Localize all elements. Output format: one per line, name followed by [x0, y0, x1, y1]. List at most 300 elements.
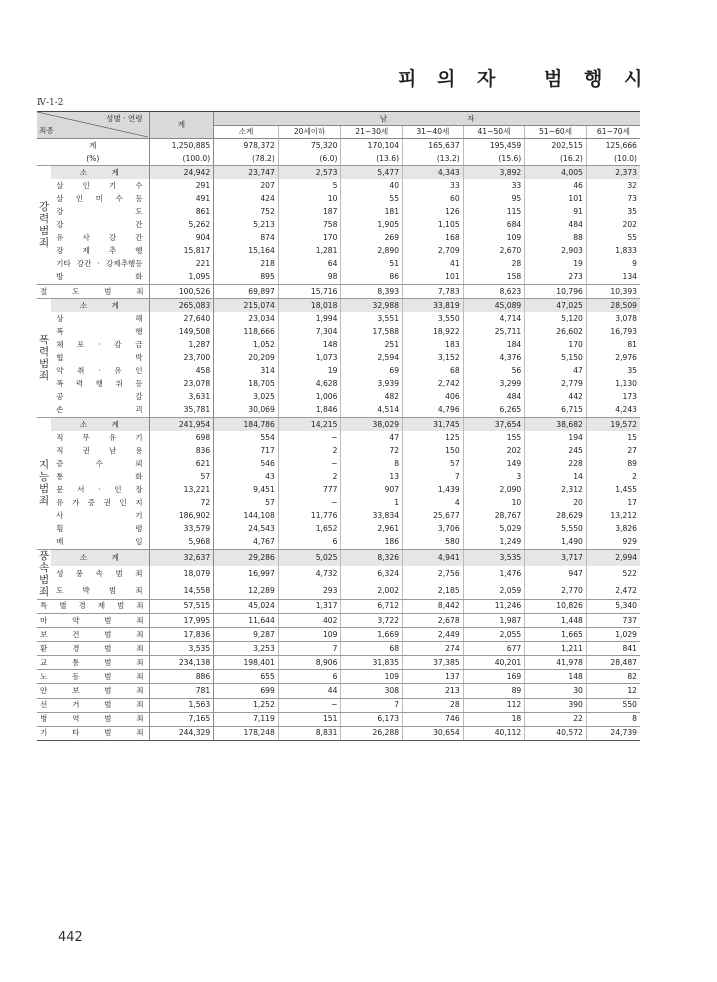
row-label: 기타 강간 · 강제추행등: [56, 259, 143, 269]
cell: 947: [525, 566, 587, 582]
cell: 4: [403, 497, 464, 510]
cell: 1,130: [586, 378, 640, 391]
cell: 69,897: [214, 285, 279, 299]
cell: 101: [525, 192, 587, 205]
title-char: 의: [437, 68, 457, 90]
row-label: 선 거 범 죄: [37, 698, 149, 712]
cell: 181: [341, 205, 403, 218]
cell: 758: [278, 219, 341, 232]
cell: 6,715: [525, 404, 587, 418]
row-label: 유 사 강 간: [56, 233, 143, 243]
row-label: 사 기: [56, 511, 143, 521]
row-label: 폭 력 행 위 등: [56, 379, 143, 389]
cell: 40,201: [463, 656, 525, 670]
cell: 38,682: [525, 417, 587, 431]
table-row: [37, 431, 640, 444]
corner-top-label: 성별 · 연령: [106, 114, 143, 123]
row-label: 폭 행: [56, 326, 143, 336]
cell: 16,793: [586, 325, 640, 338]
cell: 273: [525, 271, 587, 285]
cell: 7: [278, 642, 341, 656]
cell: 5,477: [341, 166, 403, 180]
table-row: [37, 404, 640, 418]
title-char: 범: [544, 68, 564, 90]
cell: 134: [586, 271, 640, 285]
cell: 2,055: [463, 628, 525, 642]
cell: 27,640: [149, 312, 214, 325]
cell: −: [278, 698, 341, 712]
cell: 308: [341, 684, 403, 698]
cell: (78.2): [214, 152, 279, 166]
cell: 442: [525, 391, 587, 404]
cell: 19: [525, 258, 587, 271]
table-row: [37, 726, 640, 740]
cell: 3,025: [214, 391, 279, 404]
cell: 3,535: [463, 549, 525, 566]
cell: 184: [463, 338, 525, 351]
cell: 11,644: [214, 614, 279, 628]
page-title: [398, 64, 646, 90]
cell: 32,988: [341, 299, 403, 313]
subtotal-row: [37, 299, 640, 313]
table-row: [37, 523, 640, 536]
cell: 89: [586, 457, 640, 470]
cell: 8,326: [341, 549, 403, 566]
cell: 125,666: [586, 139, 640, 153]
header-corner: [37, 112, 149, 139]
percent-label: (%): [37, 152, 149, 166]
cell: 2,890: [341, 245, 403, 258]
table-row: [37, 352, 640, 365]
cell: (15.6): [463, 152, 525, 166]
cell: 293: [278, 583, 341, 600]
cell: 836: [149, 444, 214, 457]
cell: 17: [586, 497, 640, 510]
cell: 4,376: [463, 352, 525, 365]
row-label: 강 제 추 행: [56, 246, 143, 256]
cell: 907: [341, 483, 403, 496]
cell: 187: [278, 205, 341, 218]
row-label: 보 건 범 죄: [37, 628, 149, 642]
cell: 20,209: [214, 352, 279, 365]
cell: 137: [403, 670, 464, 684]
cell: 194: [525, 431, 587, 444]
cell: 28,767: [463, 510, 525, 523]
cell: 32,637: [149, 549, 214, 566]
cell: 24,739: [586, 726, 640, 740]
cell: 2,002: [341, 583, 403, 600]
cell: (13.6): [341, 152, 403, 166]
cell: 170: [525, 338, 587, 351]
cell: 9,451: [214, 483, 279, 496]
cell: 655: [214, 670, 279, 684]
cell: 6,173: [341, 712, 403, 726]
cell: 3,826: [586, 523, 640, 536]
cell: 1,987: [463, 614, 525, 628]
cell: 1,476: [463, 566, 525, 582]
cell: 178,248: [214, 726, 279, 740]
cell: 81: [586, 338, 640, 351]
cell: 26,602: [525, 325, 587, 338]
cell: 82: [586, 670, 640, 684]
cell: 18,018: [278, 299, 341, 313]
cell: 149,508: [149, 325, 214, 338]
cell: 3: [463, 470, 525, 483]
cell: 20: [525, 497, 587, 510]
cell: 150: [403, 444, 464, 457]
cell: 245: [525, 444, 587, 457]
cell: 424: [214, 192, 279, 205]
cell: 28: [463, 258, 525, 271]
cell: 1,287: [149, 338, 214, 351]
row-label: 약 취 · 유 인: [56, 366, 143, 376]
header-total: 계: [149, 112, 214, 139]
cell: 19: [278, 365, 341, 378]
table-body: [37, 139, 640, 741]
cell: 17,995: [149, 614, 214, 628]
cell: 1,490: [525, 536, 587, 550]
cell: 5,120: [525, 312, 587, 325]
cell: 737: [586, 614, 640, 628]
cell: 173: [586, 391, 640, 404]
cell: 98: [278, 271, 341, 285]
cell: 5,029: [463, 523, 525, 536]
cell: 699: [214, 684, 279, 698]
cell: 47: [341, 431, 403, 444]
cell: 33,834: [341, 510, 403, 523]
cell: −: [278, 431, 341, 444]
cell: 3,939: [341, 378, 403, 391]
cell: 30,654: [403, 726, 464, 740]
cell: 550: [586, 698, 640, 712]
cell: 1,563: [149, 698, 214, 712]
cell: 314: [214, 365, 279, 378]
cell: 6,324: [341, 566, 403, 582]
cell: 89: [463, 684, 525, 698]
cell: 215,074: [214, 299, 279, 313]
cell: 1,249: [463, 536, 525, 550]
cell: 16,997: [214, 566, 279, 582]
table-row: [37, 205, 640, 218]
cell: 41,978: [525, 656, 587, 670]
cell: 4,628: [278, 378, 341, 391]
cell: 18,705: [214, 378, 279, 391]
cell: 522: [586, 566, 640, 582]
cell: 5,968: [149, 536, 214, 550]
cell: 88: [525, 232, 587, 245]
cell: 151: [278, 712, 341, 726]
cell: 5,262: [149, 219, 214, 232]
cell: 155: [463, 431, 525, 444]
row-label: 환 경 범 죄: [37, 642, 149, 656]
cell: 265,083: [149, 299, 214, 313]
cell: 491: [149, 192, 214, 205]
cell: 4,514: [341, 404, 403, 418]
header-male: [214, 112, 640, 126]
cell: 6: [278, 670, 341, 684]
table-row: [37, 599, 640, 613]
table-row: [37, 179, 640, 192]
cell: 109: [278, 628, 341, 642]
total-label: 계: [89, 140, 97, 150]
table-row: [37, 378, 640, 391]
table-row: [37, 470, 640, 483]
table-row: [37, 365, 640, 378]
cell: 10,393: [586, 285, 640, 299]
cell: 3,152: [403, 352, 464, 365]
row-label: 손 괴: [51, 404, 149, 418]
row-label: 직 권 남 용: [56, 445, 143, 455]
cell: 777: [278, 483, 341, 496]
cell: 2,090: [463, 483, 525, 496]
cell: 13: [341, 470, 403, 483]
cell: 25,677: [403, 510, 464, 523]
cell: 684: [463, 219, 525, 232]
cell: 2,449: [403, 628, 464, 642]
cell: 4,732: [278, 566, 341, 582]
cell: 72: [341, 444, 403, 457]
cell: 580: [403, 536, 464, 550]
cell: 8: [341, 457, 403, 470]
cell: −: [278, 497, 341, 510]
cell: 2,709: [403, 245, 464, 258]
cell: 19,572: [586, 417, 640, 431]
cell: 170,104: [341, 139, 403, 153]
cell: 4,243: [586, 404, 640, 418]
cell: 13,221: [149, 483, 214, 496]
cell: 621: [149, 457, 214, 470]
cell: 7,119: [214, 712, 279, 726]
cell: 22: [525, 712, 587, 726]
cell: 86: [341, 271, 403, 285]
cell: 874: [214, 232, 279, 245]
row-label: 도 박 범 죄: [51, 583, 149, 600]
cell: 11,246: [463, 599, 525, 613]
group-label-text: 강력범죄: [38, 200, 50, 249]
cell: 861: [149, 205, 214, 218]
cell: 202: [463, 444, 525, 457]
cell: 2,994: [586, 549, 640, 566]
cell: 15,716: [278, 285, 341, 299]
percent-row: [37, 152, 640, 166]
cell: 9: [586, 258, 640, 271]
cell: 2: [278, 470, 341, 483]
cell: 68: [341, 642, 403, 656]
header-col: 61~70세: [586, 126, 640, 139]
row-label: 소 계: [51, 299, 149, 313]
cell: 234,138: [149, 656, 214, 670]
cell: 15,817: [149, 245, 214, 258]
cell: 41: [403, 258, 464, 271]
row-label: 통 화: [56, 471, 143, 481]
cell: 57: [403, 457, 464, 470]
cell: 57: [149, 470, 214, 483]
cell: 406: [403, 391, 464, 404]
cell: 1,846: [278, 404, 341, 418]
cell: 1,073: [278, 352, 341, 365]
page-number: 442: [58, 930, 83, 945]
cell: 57,515: [149, 599, 214, 613]
cell: 30: [525, 684, 587, 698]
row-label: 횡 령: [56, 524, 143, 534]
cell: 2,779: [525, 378, 587, 391]
group-label-text: 지능범죄: [38, 458, 50, 507]
cell: 15,164: [214, 245, 279, 258]
cell: 7,165: [149, 712, 214, 726]
row-label: 배 임: [51, 536, 149, 550]
row-label: 절 도 범 죄: [37, 285, 149, 299]
cell: 8: [586, 712, 640, 726]
cell: 841: [586, 642, 640, 656]
group-label: [37, 299, 51, 418]
cell: 1,105: [403, 219, 464, 232]
table-row: [37, 566, 640, 582]
cell: 3,535: [149, 642, 214, 656]
row-label: 직 무 유 기: [56, 432, 143, 442]
cell: 3,722: [341, 614, 403, 628]
table-row: [37, 457, 640, 470]
cell: 1,669: [341, 628, 403, 642]
cell: 198,401: [214, 656, 279, 670]
cell: 46: [525, 179, 587, 192]
cell: 5: [278, 179, 341, 192]
cell: 1,281: [278, 245, 341, 258]
subtotal-row: [37, 549, 640, 566]
cell: 3,631: [149, 391, 214, 404]
cell: 781: [149, 684, 214, 698]
cell: 546: [214, 457, 279, 470]
cell: 57: [214, 497, 279, 510]
row-label: 공 갈: [56, 392, 143, 402]
cell: 390: [525, 698, 587, 712]
cell: 73: [586, 192, 640, 205]
cell: 10,796: [525, 285, 587, 299]
cell: 482: [341, 391, 403, 404]
cell: 29,286: [214, 549, 279, 566]
table-row: [37, 219, 640, 232]
row-label: 유 가 증 권 인 지: [56, 498, 143, 508]
cell: 402: [278, 614, 341, 628]
row-label: 문 서 · 인 장: [56, 484, 143, 494]
header-col: 소계: [214, 126, 279, 139]
cell: 35: [586, 365, 640, 378]
table-row: [37, 285, 640, 299]
cell: 1,905: [341, 219, 403, 232]
cell: 184,786: [214, 417, 279, 431]
cell: 158: [463, 271, 525, 285]
table-row: [37, 583, 640, 600]
cell: 18,922: [403, 325, 464, 338]
header-col: 20세이하: [278, 126, 341, 139]
row-label: 살 인 미 수 등: [56, 193, 143, 203]
cell: 55: [586, 232, 640, 245]
statistics-table: [37, 112, 640, 741]
cell: 18: [463, 712, 525, 726]
cell: 60: [403, 192, 464, 205]
cell: 554: [214, 431, 279, 444]
cell: 30,069: [214, 404, 279, 418]
table-id: Ⅳ-1-2: [37, 98, 64, 108]
cell: 186: [341, 536, 403, 550]
cell: 64: [278, 258, 341, 271]
cell: 23,078: [149, 378, 214, 391]
cell: 752: [214, 205, 279, 218]
cell: 1,448: [525, 614, 587, 628]
cell: 1,317: [278, 599, 341, 613]
cell: 148: [278, 338, 341, 351]
cell: 3,550: [403, 312, 464, 325]
cell: 7,304: [278, 325, 341, 338]
cell: 75,320: [278, 139, 341, 153]
cell: 207: [214, 179, 279, 192]
header-col: 31~40세: [403, 126, 464, 139]
row-label: 소 계: [51, 549, 149, 566]
table-row: [37, 656, 640, 670]
cell: 2,903: [525, 245, 587, 258]
cell: 24,942: [149, 166, 214, 180]
table-row: [37, 642, 640, 656]
cell: 38,029: [341, 417, 403, 431]
row-label: 교 통 범 죄: [37, 656, 149, 670]
cell: 12,289: [214, 583, 279, 600]
cell: 2: [278, 444, 341, 457]
cell: 274: [403, 642, 464, 656]
cell: 45,089: [463, 299, 525, 313]
cell: 1,211: [525, 642, 587, 656]
row-label: 특 별 경 제 범 죄: [37, 599, 149, 613]
cell: 2,756: [403, 566, 464, 582]
cell: 17,836: [149, 628, 214, 642]
cell: 10: [278, 192, 341, 205]
row-label: 상 해: [56, 313, 143, 323]
cell: 2,573: [278, 166, 341, 180]
cell: 4,941: [403, 549, 464, 566]
cell: 186,902: [149, 510, 214, 523]
cell: 2,185: [403, 583, 464, 600]
cell: 2,670: [463, 245, 525, 258]
cell: (100.0): [149, 152, 214, 166]
cell: 2,059: [463, 583, 525, 600]
cell: 1,652: [278, 523, 341, 536]
cell: 4,796: [403, 404, 464, 418]
cell: 28,629: [525, 510, 587, 523]
row-label: 방 화: [51, 271, 149, 285]
cell: 2,312: [525, 483, 587, 496]
header-col: 21~30세: [341, 126, 403, 139]
cell: (16.2): [525, 152, 587, 166]
row-label: 체 포 · 감 금: [56, 339, 143, 349]
cell: 2,373: [586, 166, 640, 180]
cell: 1,052: [214, 338, 279, 351]
cell: 241,954: [149, 417, 214, 431]
cell: 37,654: [463, 417, 525, 431]
group-label-text: 폭력범죄: [38, 333, 50, 382]
cell: 2,961: [341, 523, 403, 536]
cell: 8,906: [278, 656, 341, 670]
cell: 11,776: [278, 510, 341, 523]
cell: 2,976: [586, 352, 640, 365]
cell: 26,288: [341, 726, 403, 740]
cell: 23,034: [214, 312, 279, 325]
cell: 40,112: [463, 726, 525, 740]
cell: 2,472: [586, 583, 640, 600]
table-row: [37, 245, 640, 258]
cell: 677: [463, 642, 525, 656]
cell: 56: [463, 365, 525, 378]
cell: 37,385: [403, 656, 464, 670]
cell: 8,393: [341, 285, 403, 299]
cell: 717: [214, 444, 279, 457]
